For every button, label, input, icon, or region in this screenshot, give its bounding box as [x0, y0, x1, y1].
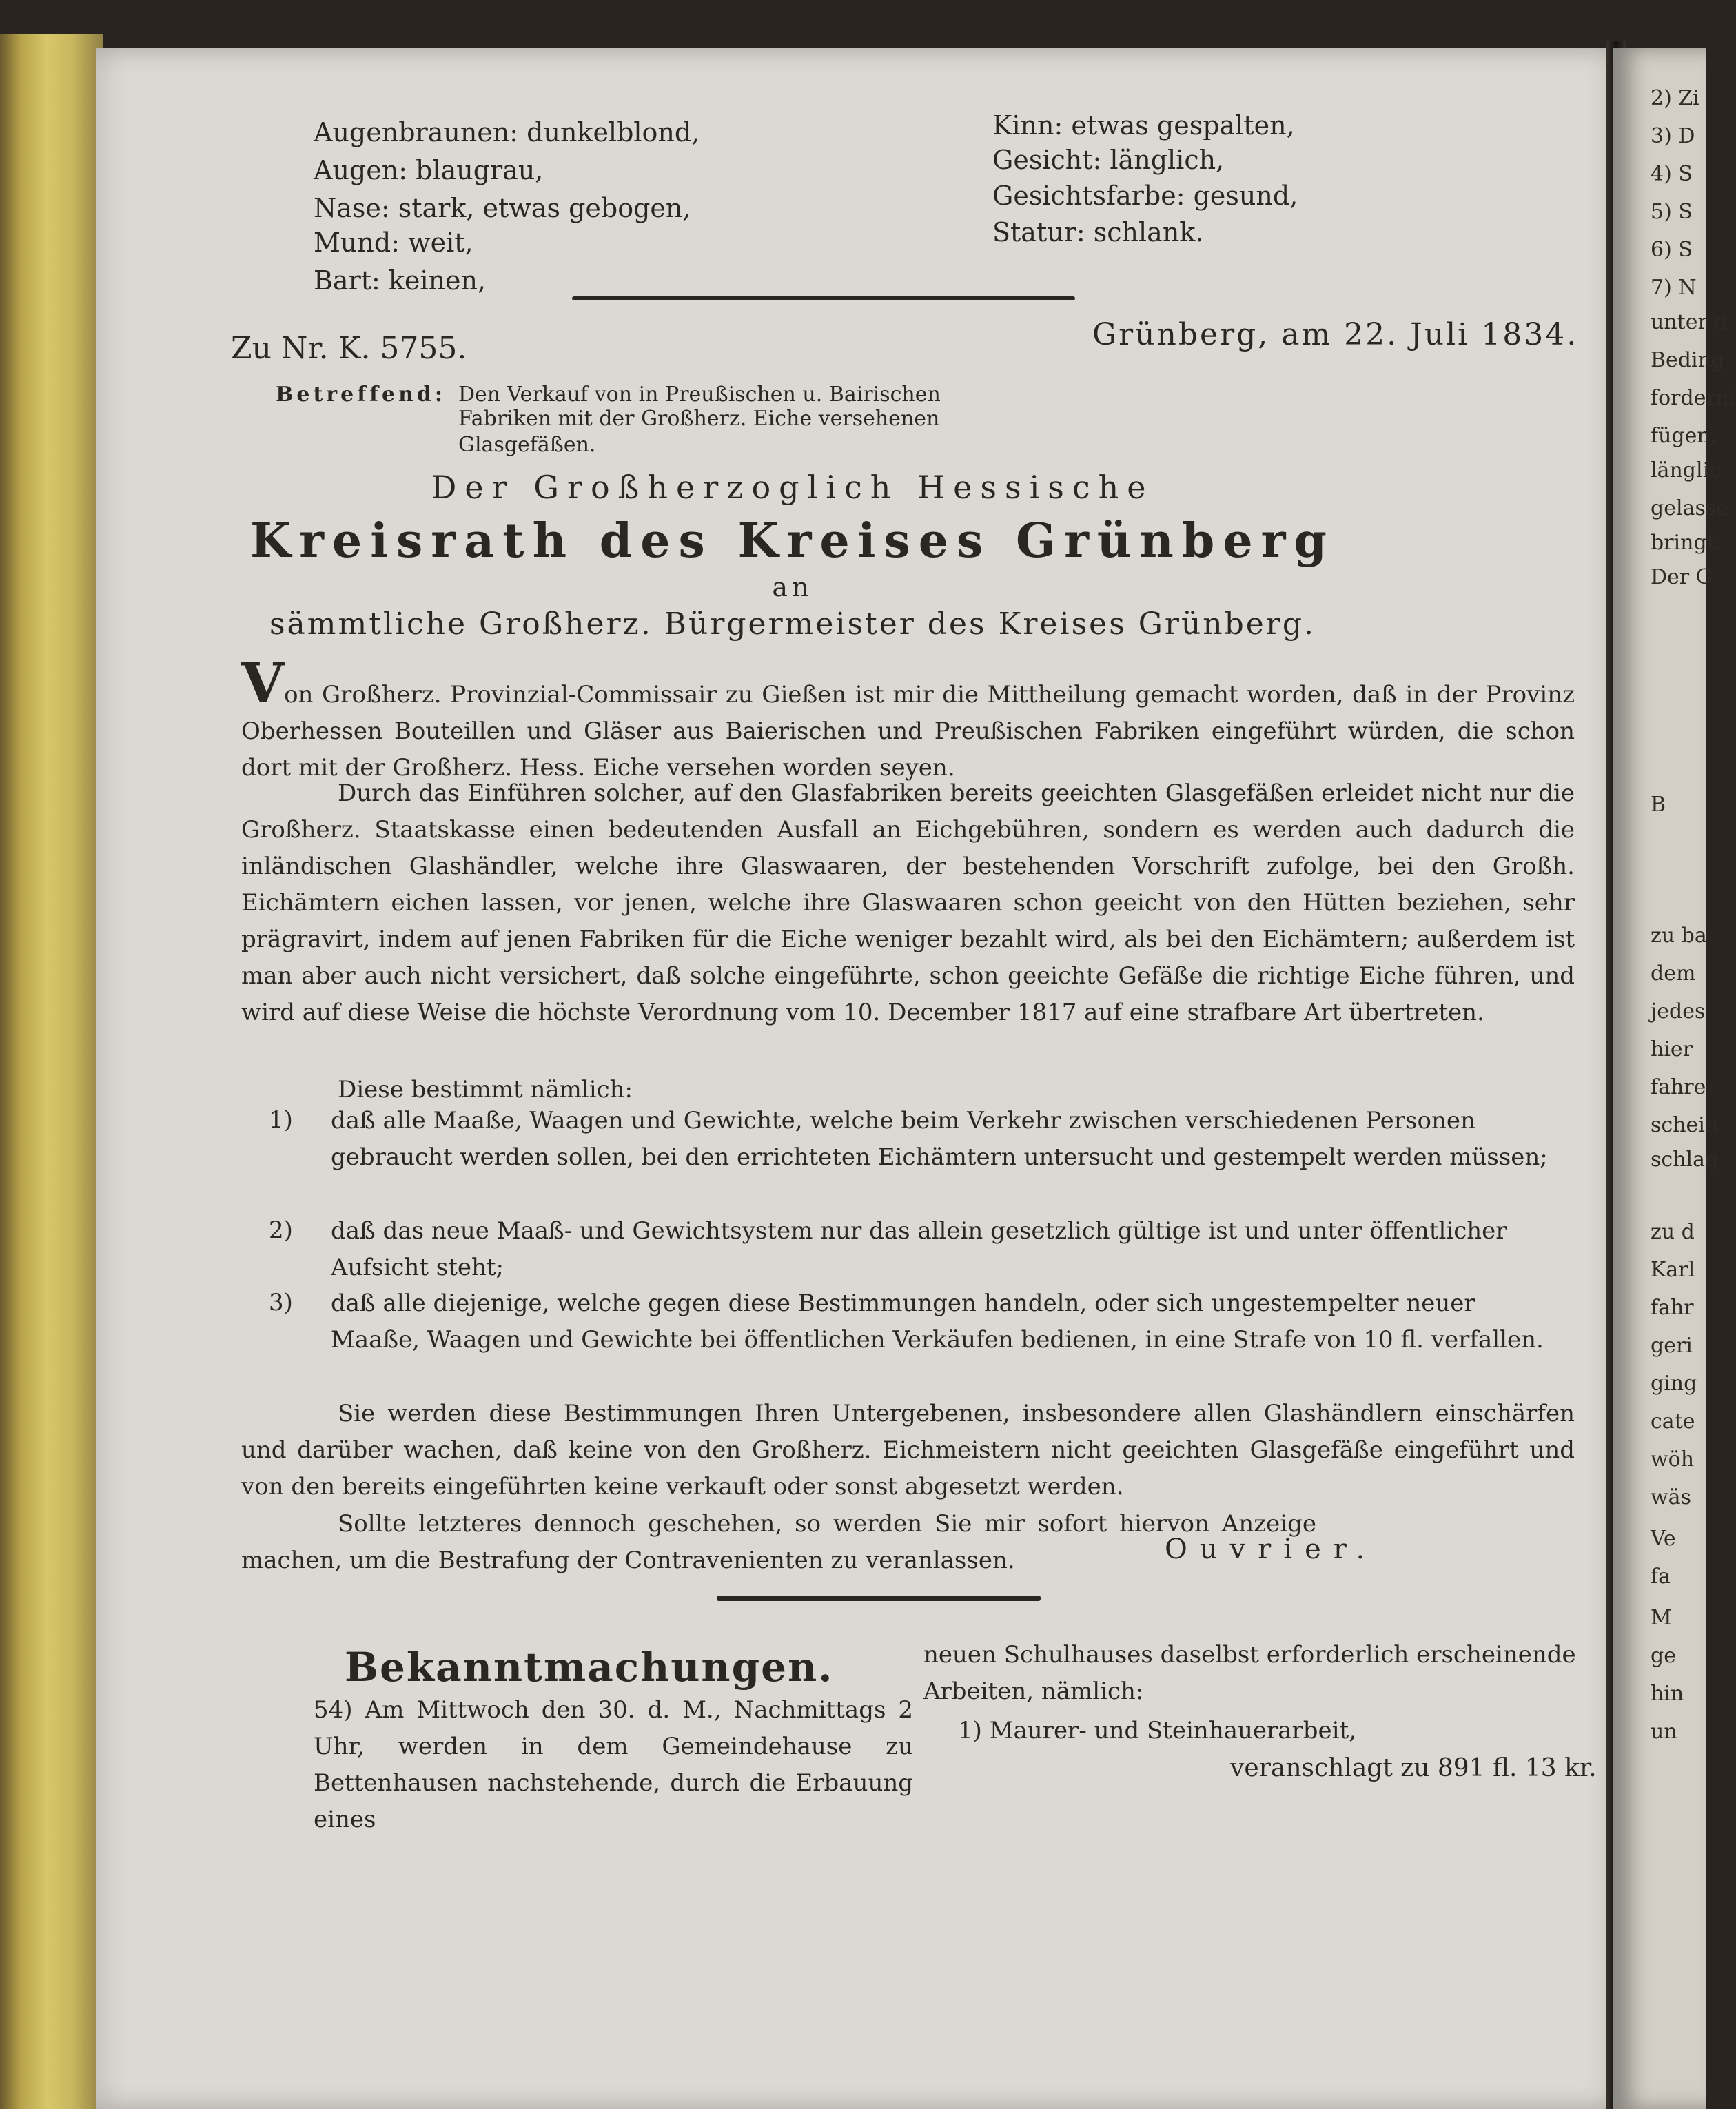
next-page-fragment: ge — [1651, 1644, 1676, 1668]
description-line: Nase: stark, etwas gebogen, — [314, 193, 691, 223]
list-item: daß alle diejenige, welche gegen diese Bestimmungen handeln, oder sich ungestempelter neuer Maaße, Waagen und Gewichte bei öffentlichen Verkäufen bedienen, in eine Strafe von 10 fl. verfallen. — [331, 1290, 1544, 1354]
next-page-fragment: schlag — [1651, 1148, 1719, 1172]
body-paragraph: Von Großherz. Provinzial-Commissair zu Gießen ist mir die Mittheilung gemacht worden, daß in der Provinz Oberhessen Bouteillen und Gläser aus Baierischen und Preußischen Fabriken eingeführt würden, die schon dort mit der Großherz. Hess. Eiche versehen worden seyen. — [241, 651, 1575, 782]
list-item: daß das neue Maaß- und Gewichtsystem nur das allein gesetzlich gültige ist und unter öffentlicher Aufsicht steht; — [331, 1217, 1507, 1281]
title-line-1: Der Großherzoglich Hessische — [431, 469, 1154, 506]
next-page-fragment: zu d — [1651, 1220, 1695, 1244]
book-gilt-edge — [0, 34, 103, 2109]
next-page-fragment: unter d — [1651, 310, 1728, 334]
next-page-fragment: 5) S — [1651, 200, 1693, 224]
announcement-cost: veranschlagt zu 891 fl. 13 kr. — [1230, 1754, 1597, 1782]
description-line: Kinn: etwas gespalten, — [992, 110, 1295, 141]
next-page-fragment: länglic — [1651, 458, 1721, 482]
next-page-fragment: forderni — [1651, 386, 1736, 410]
title-line-2: Kreisrath des Kreises Grünberg — [250, 513, 1335, 569]
title-line-4: sämmtliche Großherz. Bürgermeister des Kreises Grünberg. — [269, 607, 1316, 642]
next-page-fragment: wöh — [1651, 1447, 1695, 1471]
subject-label: Betreffend: — [276, 383, 446, 407]
description-line: Bart: keinen, — [314, 265, 487, 296]
body-paragraph: Sie werden diese Bestimmungen Ihren Untergebenen, insbesondere allen Glashändlern einschärfen und darüber wachen, daß keine von den Großherz. Eichmeistern nicht geeichten Glasgefäße eingeführt und von den bereits eingeführten keine verkauft oder sonst abgesetzt werden. — [241, 1400, 1575, 1500]
next-page-fragment: M — [1651, 1606, 1672, 1630]
list-number: 2) — [269, 1216, 293, 1244]
list-number: 3) — [269, 1289, 293, 1316]
next-page-fragment: hier — [1651, 1037, 1693, 1061]
description-line: Augenbraunen: dunkelblond, — [314, 117, 700, 147]
next-page-fragment: gelasse — [1651, 496, 1728, 520]
next-page-fragment: fa — [1651, 1565, 1671, 1589]
next-page-fragment: Karl — [1651, 1258, 1695, 1282]
subject-line: Fabriken mit der Großherz. Eiche versehenen — [458, 407, 940, 431]
next-page-fragment: B — [1651, 793, 1666, 817]
title-line-3: an — [772, 572, 813, 602]
next-page-fragment: 3) D — [1651, 124, 1695, 148]
next-page-fragment: Der G — [1651, 565, 1713, 589]
next-page-fragment: Ve — [1651, 1527, 1676, 1551]
next-page-fragment: jedes — [1651, 999, 1706, 1023]
next-page-fragment: fügen, — [1651, 424, 1717, 448]
next-page-fragment: bringt. — [1651, 531, 1722, 555]
place-date: Grünberg, am 22. Juli 1834. — [1092, 317, 1579, 352]
announcements-heading: Bekanntmachungen. — [345, 1644, 834, 1691]
list-number: 1) — [269, 1106, 293, 1134]
next-page-fragment: geri — [1651, 1334, 1693, 1358]
next-page-fragment: schein — [1651, 1113, 1719, 1137]
body-paragraph: Sollte letzteres dennoch geschehen, so werden Sie mir sofort hiervon Anzeige machen, um die Bestrafung der Contravenienten zu veranlassen. — [241, 1510, 1316, 1574]
description-line: Gesicht: länglich, — [992, 145, 1225, 175]
description-line: Mund: weit, — [314, 227, 473, 258]
next-page-fragment: un — [1651, 1720, 1677, 1744]
next-page-fragment: cate — [1651, 1409, 1695, 1434]
subject-line: Den Verkauf von in Preußischen u. Bairischen — [458, 383, 941, 407]
description-line: Statur: schlank. — [992, 217, 1204, 247]
next-page-fragment: ging — [1651, 1372, 1697, 1396]
separator-rule — [717, 1596, 1041, 1601]
next-page-fragment: 6) S — [1651, 238, 1693, 262]
announcement-item: 1) Maurer- und Steinhauerarbeit, — [958, 1717, 1357, 1744]
next-page-fragment: 7) N — [1651, 276, 1697, 300]
reference-number: Zu Nr. K. 5755. — [231, 331, 467, 366]
next-page-fragment: wäs — [1651, 1485, 1691, 1509]
separator-rule — [572, 296, 1075, 300]
next-page-fragment: 2) Zi — [1651, 86, 1699, 110]
announcement-text: neuen Schulhauses daselbst erforderlich erscheinende Arbeiten, nämlich: — [923, 1641, 1576, 1705]
next-page-fragment: fahr — [1651, 1296, 1694, 1320]
next-page-fragment: zu ba — [1651, 924, 1707, 948]
next-page-fragment: 4) S — [1651, 162, 1693, 186]
list-item: daß alle Maaße, Waagen und Gewichte, welche beim Verkehr zwischen verschiedenen Personen gebraucht werden sollen, bei den errichteten Eichämtern untersucht und gestempelt werden müssen; — [331, 1107, 1548, 1171]
body-paragraph: Durch das Einführen solcher, auf den Glasfabriken bereits geeichten Glasgefäßen erleidet nicht nur die Großherz. Staatskasse einen bedeutenden Ausfall an Eichgebühren, sondern es werden auch dadurch die inländischen Glashändler, welche ihre Glaswaaren, der bestehenden Vorschrift zufolge, bei den Großh. Eichämtern eichen lassen, vor jenen, welche ihre Glaswaaren schon geeicht von den Hütten beziehen, sehr prägravirt, indem auf jenen Fabriken für die Eiche weniger bezahlt wird, als bei den Eichämtern; außerdem ist man aber auch nicht versichert, daß solche eingeführte, schon geeichte Gefäße die richtige Eiche führen, und wird auf diese Weise die höchste Verordnung vom 10. December 1817 auf eine strafbare Art übertreten. — [241, 780, 1575, 1026]
announcement-text: 54) Am Mittwoch den 30. d. M., Nachmittags 2 Uhr, werden in dem Gemeindehause zu Bettenhausen nachstehende, durch die Erbauung eines — [314, 1696, 914, 1833]
body-paragraph: Diese bestimmt nämlich: — [338, 1076, 633, 1103]
next-page-fragment: dem — [1651, 961, 1696, 986]
next-page-fragment: hin — [1651, 1682, 1684, 1706]
subject-line: Glasgefäßen. — [458, 433, 596, 457]
next-page-fragment: Beding — [1651, 348, 1725, 372]
description-line: Gesichtsfarbe: gesund, — [992, 181, 1298, 211]
signature: Ouvrier. — [1165, 1534, 1378, 1565]
next-page-fragment: fahre — [1651, 1075, 1706, 1099]
initial-letter: V — [241, 651, 285, 715]
description-line: Augen: blaugrau, — [314, 155, 544, 185]
